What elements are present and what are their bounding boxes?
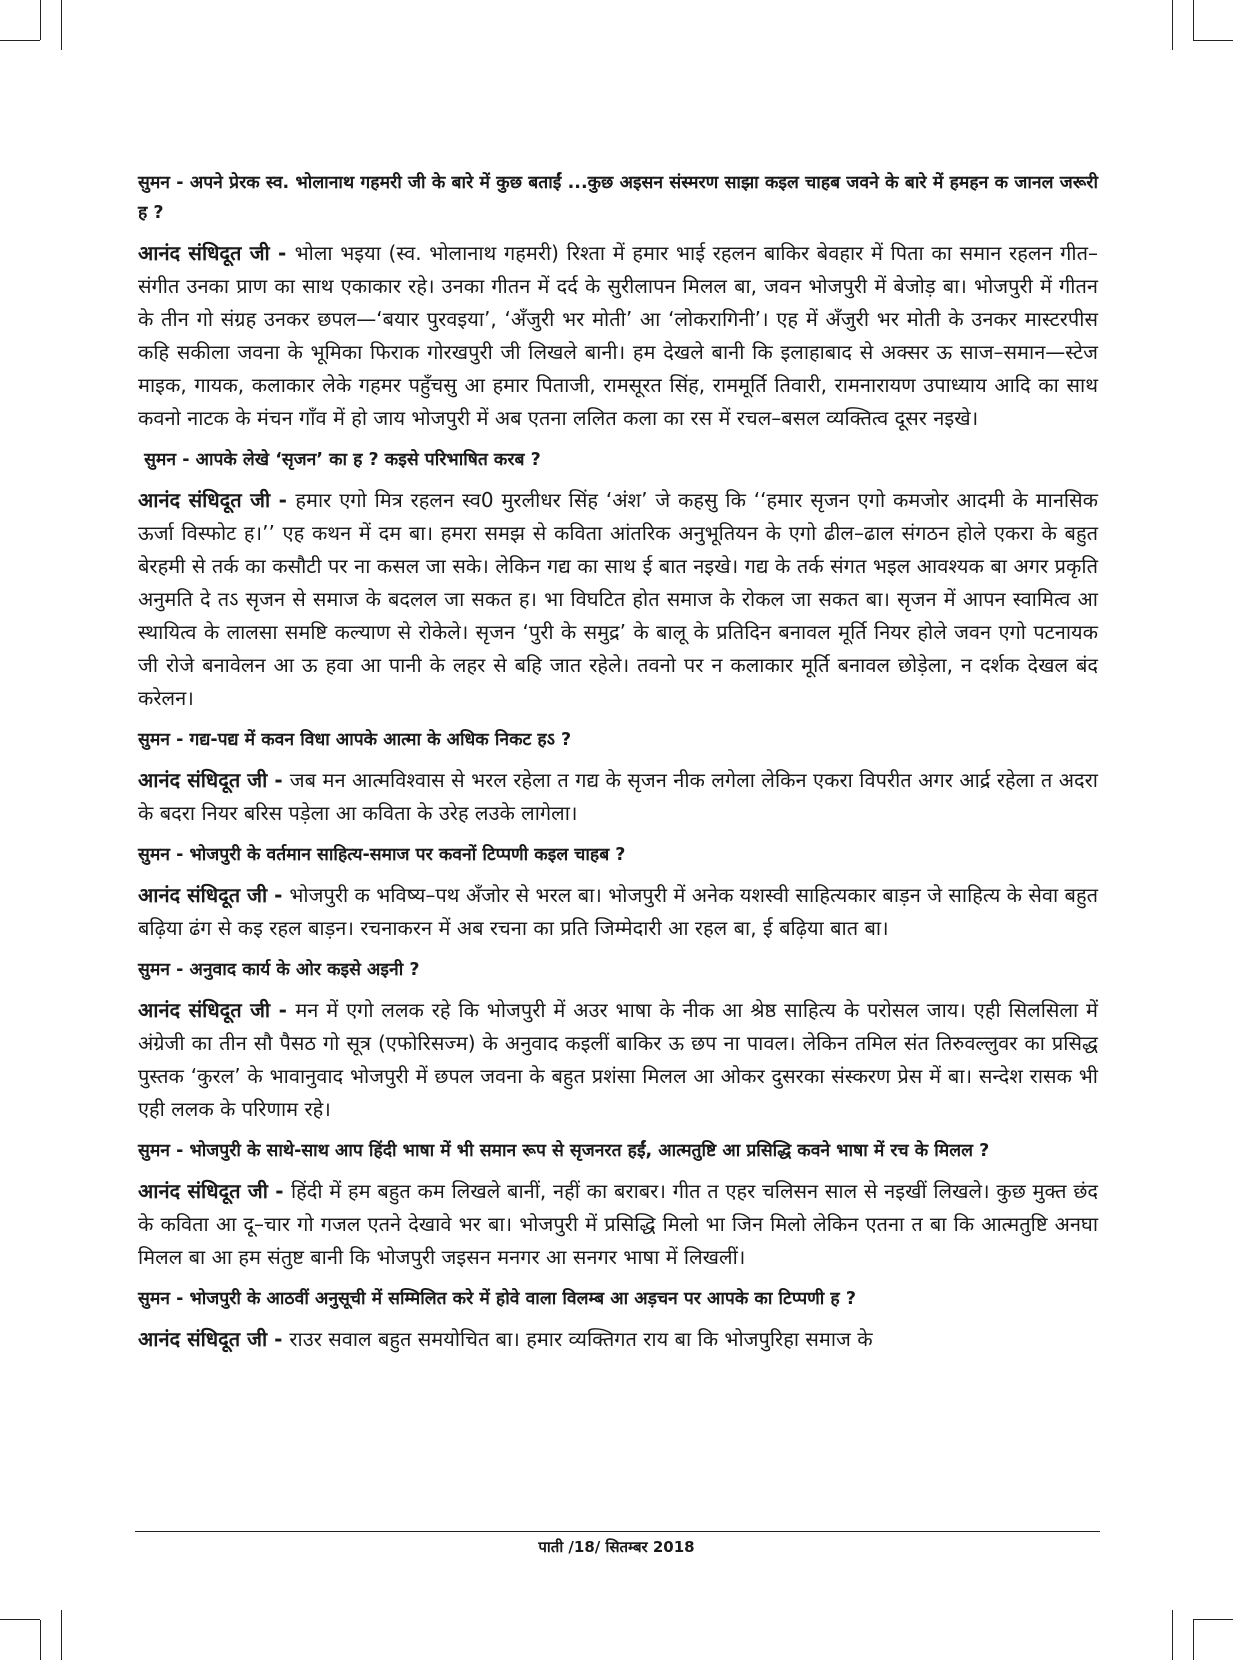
question-1: सुमन - अपने प्रेरक स्व. भोलानाथ गहमरी जी के बारे में कुछ बताईं ...कुछ अइसन संस्मरण साझा कइल चाहब जवने के बारे में हमहन क जानल जरूरी ह ?: [138, 173, 1098, 223]
question-text: अनुवाद कार्य के ओर कइसे अइनी ?: [189, 960, 420, 980]
answer-text: जब मन आत्मविश्वास से भरल रहेला त गद्य के सृजन नीक लगेला लेकिन एकरा विपरीत अगर आर्द्र रहेला त अदरा के बदरा नियर बरिस पड़ेला आ कविता के उरेह लउके लागेला।: [138, 768, 1098, 825]
question-4: सुमन - भोजपुरी के वर्तमान साहित्य-समाज पर कवनों टिप्पणी कइल चाहब ?: [138, 845, 626, 865]
crop-mark-bottom-right-h: [1193, 1619, 1233, 1620]
crop-mark-bottom-right-v2: [1172, 1610, 1173, 1660]
answer-4: आनंद संधिदूत जी - भोजपुरी क भविष्य–पथ अँजोर से भरल बा। भोजपुरी में अनेक यशस्वी साहित्यकार बाड़न जे साहित्य के सेवा बहुत बढ़िया ढंग से कइ रहल बाड़न। रचनाकरन में अब रचना का प्रति जिम्मेदारी आ रहल बा, ई बढ़िया बात बा।: [138, 883, 1098, 940]
answer-text: मन में एगो ललक रहे कि भोजपुरी में अउर भाषा के नीक आ श्रेष्ठ साहित्य के परोसल जाय। एही सिलसिला में अंग्रेजी का तीन सौ पैसठ गो सूत्र (एफोरिसज्म) के अनुवाद कइलीं बाकिर ऊ छप ना पावल। लेकिन तमिल संत तिरुवल्लुवर का प्रसिद्ध पुस्तक ‘कुरल’ के भावानुवाद भोजपुरी में छपल जवना के बहुत प्रशंसा मिलल आ ओकर दुसरका संस्करण प्रेस में बा। सन्देश रासक भी एही ललक के परिणाम रहे।: [138, 998, 1098, 1121]
answer-speaker: आनंद संधिदूत जी: [138, 241, 270, 265]
question-speaker: सुमन: [138, 730, 171, 750]
answer-text: भोला भइया (स्व. भोलानाथ गहमरी) रिश्ता में हमार भाई रहलन बाकिर बेवहार में पिता का समान रहलन गीत–संगीत उनका प्राण का साथ एकाकार रहे। उनका गीतन में दर्द के सुरीलापन मिलल बा, जवन भोजपुरी में बेजोड़ बा। भोजपुरी में गीतन के तीन गो संग्रह उनकर छपल—‘बयार पुरवइया’, ‘अँजुरी भर मोती’ आ ‘लोकरागिनी’। एह में अँजुरी भर मोती के उनकर मास्टरपीस कहि सकीला जवना के भूमिका फिराक गोरखपुरी जी लिखले बानी। हम देखले बानी कि इलाहाबाद से अक्सर ऊ साज–समान—स्टेज माइक, गायक, कलाकार लेके गहमर पहुँचसु आ हमार पिताजी, रामसूरत सिंह, राममूर्ति तिवारी, रामनारायण उपाध्याय आदि का साथ कवनो नाटक के मंचन गाँव में हो जाय भोजपुरी में अब एतना ललित कला का रस में रचल–बसल व्यक्तित्व दूसर नइखे।: [138, 241, 1098, 430]
question-text: आपके लेखे ‘सृजन’ का ह ? कइसे परिभाषित करब ?: [195, 450, 541, 470]
crop-mark-bottom-left-v2: [61, 1610, 62, 1660]
answer-text: हमार एगो मित्र रहलन स्व0 मुरलीधर सिंह ‘अंश’ जे कहसु कि ‘‘हमार सृजन एगो कमजोर आदमी के मानसिक ऊर्जा विस्फोट ह।’’ एह कथन में दम बा। हमरा समझ से कविता आंतरिक अनुभूतियन के एगो ढील–ढाल संगठन होले एकरा के बहुत बेरहमी से तर्क का कसौटी पर ना कसल जा सके। लेकिन गद्य का साथ ई बात नइखे। गद्य के तर्क संगत भइल आवश्यक बा अगर प्रकृति अनुमति दे तऽ सृजन से समाज के बदलल जा सकत ह। भा विघटित होत समाज के रोकल जा सकत बा। सृजन में आपन स्वामित्व आ स्थायित्व के लालसा समष्टि कल्याण से रोकेले। सृजन ‘पुरी के समुद्र’ के बालू के प्रतिदिन बनावल मूर्ति नियर होले जवन एगो पटनायक जी रोजे बनावेलन आ ऊ हवा आ पानी के लहर से बहि जात रहेले। तवनो पर न कलाकार मूर्ति बनावल छोड़ेला, न दर्शक देखल बंद करेलन।: [138, 488, 1098, 710]
crop-mark-bottom-left-h: [0, 1619, 40, 1620]
question-2: सुमन - आपके लेखे ‘सृजन’ का ह ? कइसे परिभाषित करब ?: [144, 450, 541, 470]
answer-speaker: आनंद संधिदूत जी: [138, 1179, 268, 1203]
crop-mark-top-right-h: [1193, 40, 1233, 41]
question-3: सुमन - गद्य-पद्य में कवन विधा आपके आत्मा के अधिक निकट हऽ ?: [138, 730, 572, 750]
crop-mark-top-left-h: [0, 40, 40, 41]
question-speaker: सुमन: [138, 1289, 171, 1309]
answer-6: आनंद संधिदूत जी - हिंदी में हम बहुत कम लिखले बानीं, नहीं का बराबर। गीत त एहर चलिसन साल से नइखीं लिखले। कुछ मुक्त छंद के कविता आ दू–चार गो गजल एतने देखावे भर बा। भोजपुरी में प्रसिद्धि मिलो भा जिन मिलो लेकिन एतना त बा कि आत्मतुष्टि अनघा मिलल बा आ हम संतुष्ट बानी कि भोजपुरी जइसन मनगर आ सनगर भाषा में लिखलीं।: [138, 1179, 1098, 1269]
crop-mark-top-right-v2: [1172, 0, 1173, 50]
answer-speaker: आनंद संधिदूत जी: [138, 1327, 268, 1351]
answer-2: आनंद संधिदूत जी - हमार एगो मित्र रहलन स्व0 मुरलीधर सिंह ‘अंश’ जे कहसु कि ‘‘हमार सृजन एगो कमजोर आदमी के मानसिक ऊर्जा विस्फोट ह।’’ एह कथन में दम बा। हमरा समझ से कविता आंतरिक अनुभूतियन के एगो ढील–ढाल संगठन होले एकरा के बहुत बेरहमी से तर्क का कसौटी पर ना कसल जा सके। लेकिन गद्य का साथ ई बात नइखे। गद्य के तर्क संगत भइल आवश्यक बा अगर प्रकृति अनुमति दे तऽ सृजन से समाज के बदलल जा सकत ह। भा विघटित होत समाज के रोकल जा सकत बा। सृजन में आपन स्वामित्व आ स्थायित्व के लालसा समष्टि कल्याण से रोकेले। सृजन ‘पुरी के समुद्र’ के बालू के प्रतिदिन बनावल मूर्ति नियर होले जवन एगो पटनायक जी रोजे बनावेलन आ ऊ हवा आ पानी के लहर से बहि जात रहेले। तवनो पर न कलाकार मूर्ति बनावल छोड़ेला, न दर्शक देखल बंद करेलन।: [138, 488, 1098, 710]
question-speaker: सुमन: [138, 173, 171, 193]
question-text: भोजपुरी के आठवीं अनुसूची में सम्मिलित करे में होवे वाला विलम्ब आ अड़चन पर आपके का टिप्पणी ह ?: [189, 1289, 856, 1309]
page-footer: पाती /18/ सितम्बर 2018: [538, 1538, 695, 1556]
question-text: गद्य-पद्य में कवन विधा आपके आत्मा के अधिक निकट हऽ ?: [189, 730, 572, 750]
question-text: अपने प्रेरक स्व. भोलानाथ गहमरी जी के बारे में कुछ बताईं ...कुछ अइसन संस्मरण साझा कइल चाहब जवने के बारे में हमहन क जानल जरूरी ह ?: [138, 173, 1098, 223]
question-5: सुमन - अनुवाद कार्य के ओर कइसे अइनी ?: [138, 960, 420, 980]
interview-body: [138, 168, 1098, 1366]
question-text: भोजपुरी के वर्तमान साहित्य-समाज पर कवनों टिप्पणी कइल चाहब ?: [189, 845, 626, 865]
crop-mark-top-left-v2: [61, 0, 62, 50]
question-text: भोजपुरी के साथे-साथ आप हिंदी भाषा में भी समान रूप से सृजनरत हईं, आत्मतुष्टि आ प्रसिद्धि कवने भाषा में रच के मिलल ?: [189, 1141, 990, 1161]
question-speaker: सुमन: [144, 450, 177, 470]
answer-1: आनंद संधिदूत जी - भोला भइया (स्व. भोलानाथ गहमरी) रिश्ता में हमार भाई रहलन बाकिर बेवहार में पिता का समान रहलन गीत–संगीत उनका प्राण का साथ एकाकार रहे। उनका गीतन में दर्द के सुरीलापन मिलल बा, जवन भोजपुरी में बेजोड़ बा। भोजपुरी में गीतन के तीन गो संग्रह उनकर छपल—‘बयार पुरवइया’, ‘अँजुरी भर मोती’ आ ‘लोकरागिनी’। एह में अँजुरी भर मोती के उनकर मास्टरपीस कहि सकीला जवना के भूमिका फिराक गोरखपुरी जी लिखले बानी। हम देखले बानी कि इलाहाबाद से अक्सर ऊ साज–समान—स्टेज माइक, गायक, कलाकार लेके गहमर पहुँचसु आ हमार पिताजी, रामसूरत सिंह, राममूर्ति तिवारी, रामनारायण उपाध्याय आदि का साथ कवनो नाटक के मंचन गाँव में हो जाय भोजपुरी में अब एतना ललित कला का रस में रचल–बसल व्यक्तित्व दूसर नइखे।: [138, 241, 1098, 430]
answer-speaker: आनंद संधिदूत जी: [138, 768, 268, 792]
crop-mark-top-right-v1: [1193, 0, 1194, 40]
answer-speaker: आनंद संधिदूत जी: [138, 488, 271, 512]
question-speaker: सुमन: [138, 960, 171, 980]
question-6: सुमन - भोजपुरी के साथे-साथ आप हिंदी भाषा में भी समान रूप से सृजनरत हईं, आत्मतुष्टि आ प्रसिद्धि कवने भाषा में रच के मिलल ?: [138, 1141, 990, 1161]
question-7: सुमन - भोजपुरी के आठवीं अनुसूची में सम्मिलित करे में होवे वाला विलम्ब आ अड़चन पर आपके का टिप्पणी ह ?: [138, 1289, 856, 1309]
answer-3: आनंद संधिदूत जी - जब मन आत्मविश्वास से भरल रहेला त गद्य के सृजन नीक लगेला लेकिन एकरा विपरीत अगर आर्द्र रहेला त अदरा के बदरा नियर बरिस पड़ेला आ कविता के उरेह लउके लागेला।: [138, 768, 1098, 825]
question-speaker: सुमन: [138, 1141, 171, 1161]
crop-mark-bottom-left-v1: [40, 1620, 41, 1660]
answer-text: भोजपुरी क भविष्य–पथ अँजोर से भरल बा। भोजपुरी में अनेक यशस्वी साहित्यकार बाड़न जे साहित्य के सेवा बहुत बढ़िया ढंग से कइ रहल बाड़न। रचनाकरन में अब रचना का प्रति जिम्मेदारी आ रहल बा, ई बढ़िया बात बा।: [138, 883, 1098, 940]
footer-rule: [135, 1531, 1100, 1532]
crop-mark-top-left-v1: [40, 0, 41, 40]
answer-speaker: आनंद संधिदूत जी: [138, 883, 268, 907]
question-speaker: सुमन: [138, 845, 171, 865]
answer-text: हिंदी में हम बहुत कम लिखले बानीं, नहीं का बराबर। गीत त एहर चलिसन साल से नइखीं लिखले। कुछ मुक्त छंद के कविता आ दू–चार गो गजल एतने देखावे भर बा। भोजपुरी में प्रसिद्धि मिलो भा जिन मिलो लेकिन एतना त बा कि आत्मतुष्टि अनघा मिलल बा आ हम संतुष्ट बानी कि भोजपुरी जइसन मनगर आ सनगर भाषा में लिखलीं।: [138, 1179, 1098, 1269]
crop-mark-bottom-right-v1: [1193, 1620, 1194, 1660]
answer-5: आनंद संधिदूत जी - मन में एगो ललक रहे कि भोजपुरी में अउर भाषा के नीक आ श्रेष्ठ साहित्य के परोसल जाय। एही सिलसिला में अंग्रेजी का तीन सौ पैसठ गो सूत्र (एफोरिसज्म) के अनुवाद कइलीं बाकिर ऊ छप ना पावल। लेकिन तमिल संत तिरुवल्लुवर का प्रसिद्ध पुस्तक ‘कुरल’ के भावानुवाद भोजपुरी में छपल जवना के बहुत प्रशंसा मिलल आ ओकर दुसरका संस्करण प्रेस में बा। सन्देश रासक भी एही ललक के परिणाम रहे।: [138, 998, 1098, 1121]
answer-speaker: आनंद संधिदूत जी: [138, 998, 271, 1022]
answer-text: राउर सवाल बहुत समयोचित बा। हमार व्यक्तिगत राय बा कि भोजपुरिहा समाज के: [289, 1327, 873, 1351]
answer-7: आनंद संधिदूत जी - राउर सवाल बहुत समयोचित बा। हमार व्यक्तिगत राय बा कि भोजपुरिहा समाज के: [138, 1327, 873, 1351]
